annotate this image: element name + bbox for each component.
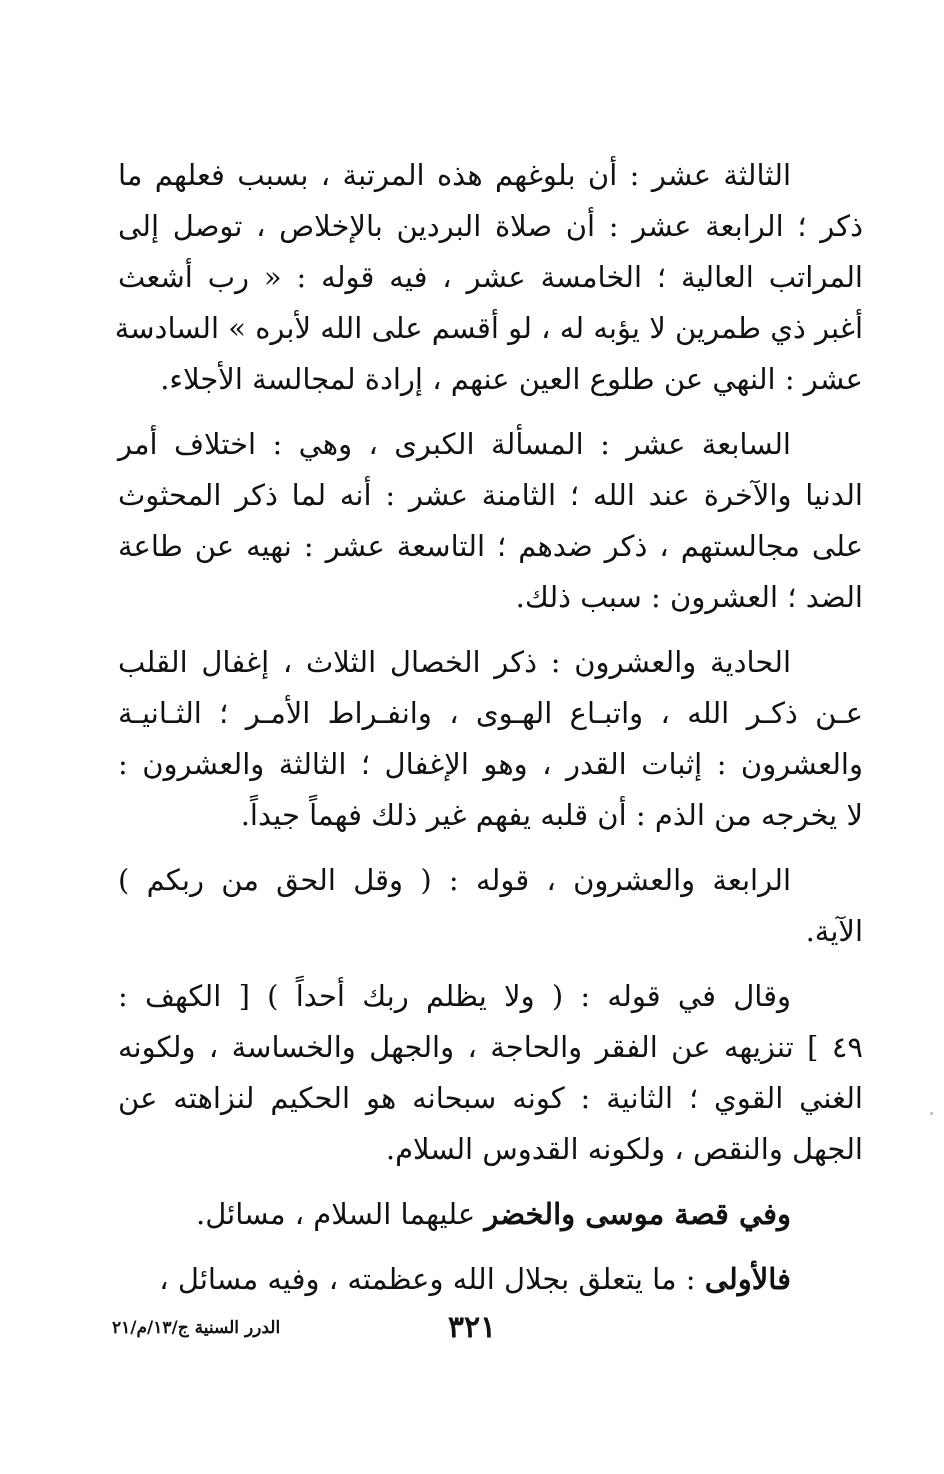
text-line: ٤٩ ] تنزيهه عن الفقر والحاجة ، والجهل والخساسة ، ولكونه [118, 1030, 863, 1064]
text-line: الجهل والنقص ، ولكونه القدوس السلام. [385, 1132, 863, 1166]
text-line: والعشرون : إثبات القدر ، وهو الإغفال ؛ الثالثة والعشرون : [118, 747, 863, 781]
first-issue [118, 1254, 863, 1305]
paragraph-4 [118, 855, 863, 957]
story-heading [118, 1189, 863, 1240]
text-line: الدنيا والآخرة عند الله ؛ الثامنة عشر : أنه لما ذكر المحثوث [118, 478, 863, 512]
text-line: المراتب العالية ؛ الخامسة عشر ، فيه قوله : « رب أشعث [118, 260, 863, 294]
paragraph-5 [118, 971, 863, 1175]
text-line: الحادية والعشرون : ذكر الخصال الثلاث ، إغفال القلب [118, 645, 791, 679]
text-line: وقال في قوله : ( ولا يظلم ربك أحداً ) [ الكهف : [118, 979, 791, 1013]
paragraph-3 [118, 637, 863, 841]
text-line: لا يخرجه من الذم : أن قلبه يفهم غير ذلك فهماً جيداً. [240, 798, 863, 832]
paragraph-2 [118, 419, 863, 623]
text-line: الغني القوي ؛ الثانية : كونه سبحانه هو الحكيم لنزاهته عن [118, 1081, 863, 1115]
text-line: ذكر ؛ الرابعة عشر : أن صلاة البردين بالإخلاص ، توصل إلى [118, 209, 863, 243]
text-line: الرابعة والعشرون ، قوله : ( وقل الحق من ربكم ) [118, 863, 791, 897]
page-number: ٣٢١ [447, 1310, 497, 1345]
text-line: عشر : النهي عن طلوع العين عنهم ، إرادة لمجالسة الأجلاء. [160, 362, 863, 396]
scan-speck [930, 1112, 933, 1115]
text-line: الثالثة عشر : أن بلوغهم هذه المرتبة ، بسبب فعلهم ما [118, 158, 791, 192]
text-line: الآية. [805, 914, 863, 948]
issue-rest-text: : ما يتعلق بجلال الله وعظمته ، وفيه مسائل ، [159, 1262, 705, 1296]
text-line [118, 1254, 863, 1305]
text-line: الضد ؛ العشرون : سبب ذلك. [515, 580, 863, 614]
text-line: أغبر ذي طمرين لا يؤبه له ، لو أقسم على الله لأبره » السادسة [114, 311, 863, 345]
paragraph-1 [114, 150, 863, 405]
text-line [118, 1189, 863, 1240]
main-text [114, 150, 863, 1319]
text-line: السابعة عشر : المسألة الكبرى ، وهي : اختلاف أمر [118, 427, 791, 461]
bold-issue-label: فالأولى [704, 1262, 791, 1296]
text-line: عـن ذكـر الله ، واتبـاع الهـوى ، وانفـراط الأمـر ؛ الثـانيـة [118, 696, 863, 730]
heading-rest-text: عليهما السلام ، مسائل. [195, 1197, 485, 1231]
book-reference: الدرر السنية ج/١٣/م/٢١ [112, 1318, 281, 1338]
text-line: على مجالستهم ، ذكر ضدهم ؛ التاسعة عشر : نهيه عن طاعة [118, 529, 863, 563]
bold-heading-text: وفي قصة موسى والخضر [484, 1197, 791, 1231]
